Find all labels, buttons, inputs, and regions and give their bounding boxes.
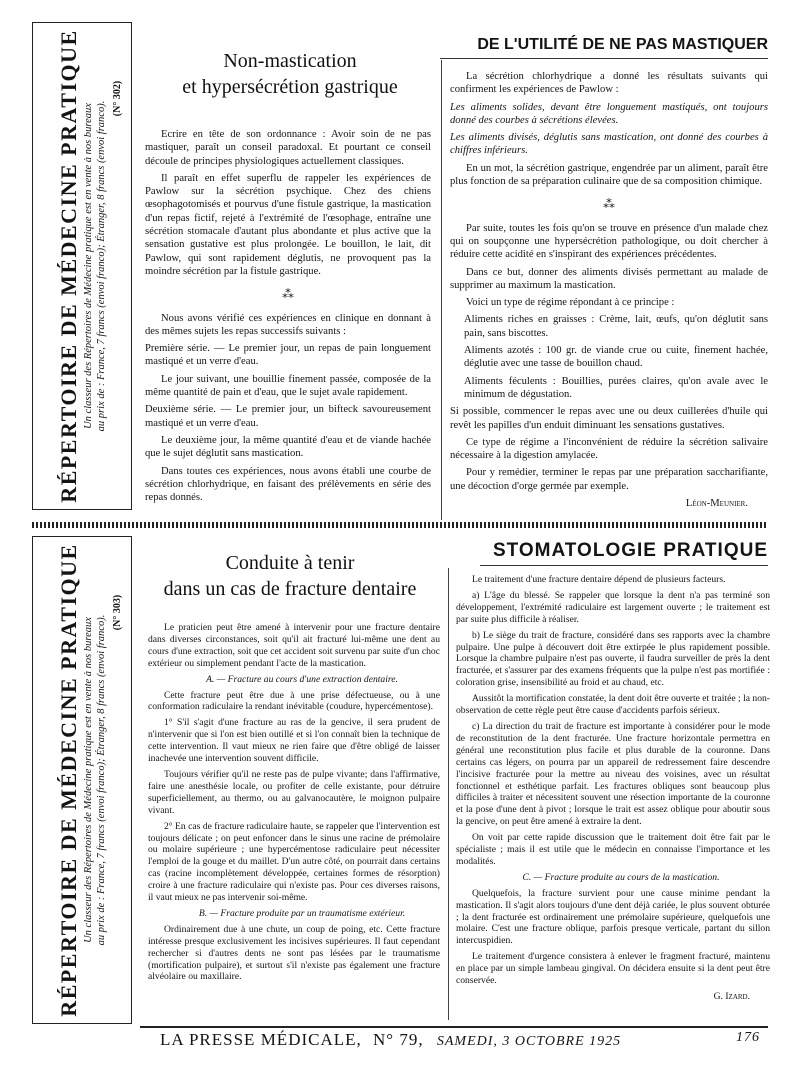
paragraph: a) L'âge du blessé. Se rappeler que lorsque la dent n'a pas terminé son développement, l'extrémité radiculaire est largement ouverte ; le traitement est par suite plus difficile à réaliser. [456, 589, 770, 625]
article-column-left [148, 622, 440, 987]
paragraph: Voici un type de régime répondant à ce principe : [466, 297, 675, 309]
page-divider [32, 522, 768, 528]
paragraph: Par suite, toutes les fois qu'on se trouve en présence d'un malade chez qui on soupçonne une hypersécrétion pathologique, ou doit chercher à réduire cette acidité en s'inspirant des expériences précédentes. [450, 222, 768, 261]
paragraph: Aussitôt la mortification constatée, la dent doit être ouverte et traitée ; la non-observation de cette règle peut être cause d'accidents parfois sérieux. [456, 693, 770, 717]
paragraph: Le traitement d'urgence consistera à enlever le fragment fracturé, maintenu en place par un simple lambeau gingival. On décidera ensuite si la dent peut être conservée. [456, 951, 770, 987]
section-title: STOMATOLOGIE PRATIQUE [492, 540, 768, 561]
paragraph: Dans ce but, donner des aliments divisés permettant au malade de supprimer au maximum la mastication. [450, 266, 768, 291]
paragraph: Pour y remédier, terminer le repas par une préparation saccharifiante, une décoction d'orge germée par exemple. [450, 467, 768, 492]
sidebar-top [32, 22, 132, 510]
article-column-right [450, 70, 768, 510]
paragraph: c) La direction du trait de fracture est importante à considérer pour le mode de reconstitution de la dent fracturée. Une fracture horizontale permettra en général une reconstitution plus facile et plus durable de la couronne. Dans certains cas légers, on pourra par un appareil de redressement faire descendre l'incisive fracturée pour la mettre au niveau des voisines, avec un résultat fonctionnel et esthétique parfait. Les fractures obliques sont beaucoup plus difficiles à traiter et nécessitent souvent une résection importante de la couronne et la pose d'une dent à pivot ; lorsque le trait est assez oblique pour aboutir sous la gencive, on peut être amené à extraire la dent. [456, 720, 770, 828]
sidebar-line-2: au prix de : France, 7 francs (envoi franco); Étranger, 8 francs (envoi franco). [96, 100, 107, 432]
paragraph: Ce type de régime a l'inconvénient de réduire la sécrétion salivaire nécessaire à la digestion amylacée. [450, 436, 768, 462]
paragraph: Toujours vérifier qu'il ne reste pas de pulpe vivante; dans l'affirmative, faire une anesthésie locale, ou profiter de celle existante, pour détruire superficiellement, au thermo, ou au galvanocautère, le moignon pulpaire vivant. [148, 768, 440, 816]
paragraph: Première série. — Le premier jour, un repas de pain longuement mastiqué et un verre d'eau. [145, 343, 431, 368]
column-divider [441, 60, 442, 520]
section-underline [480, 565, 768, 566]
title-line-2: et hypersécrétion gastrique [182, 76, 398, 98]
paragraph: Nous avons vérifié ces expériences en clinique en donnant à des mêmes sujets les repas successifs suivants : [145, 312, 431, 337]
paragraph: On voit par cette rapide discussion que le traitement doit être fait par le spécialiste ; mais il est utile que le médecin en connaisse l'importance et les modalités. [456, 832, 770, 867]
paragraph: 2° En cas de fracture radiculaire haute, se rappeler que l'intervention est toujours délicate ; on peut enfoncer dans le sinus une racine de prémolaire ou molaire supérieure ; une hypercémentose radiculaire peut nécessiter l'emploi de la gouge et du maillet. D'un autre côté, on pourrait dans certains cas (racine incomplètement développée, certaines formes de résorption) croire à une fracture radiculaire qui n'existe pas. Pour ces diverses raisons, il vaut mieux ne pas intervenir soi-même. [148, 820, 440, 904]
title-line-2: dans un cas de fracture dentaire [163, 578, 417, 600]
paragraph: Les aliments divisés, déglutis sans mastication, ont donné des courbes à chiffres inférieurs. [450, 132, 768, 157]
section-title: DE L'UTILITÉ DE NE PAS MASTIQUER [477, 36, 768, 53]
paragraph: b) Le siège du trait de fracture, considéré dans ses rapports avec la chambre pulpaire. Une pulpe à découvert doit être extirpée le plus rapidement possible. Lorsque la chambre pulpaire n'est pas ouverte, il faudra surveiller de près la dent fracturée, et s'assurer par des examens fréquents que la pulpe n'est pas mortifiée : coloration grise, insensibilité au froid et au chaud, etc. [456, 629, 770, 689]
paragraph: La sécrétion chlorhydrique a donné les résultats suivants qui confirment les expériences de Pawlow : [450, 71, 768, 96]
paragraph: Ordinairement due à une chute, un coup de poing, etc. Cette fracture intéresse presque exclusivement les incisives supérieures. Il faut cependant rechercher si d'autres dents ne sont pas lésées par le traumatisme (mortification pulpaire), et surtout s'il n'existe pas également une fracture alvéolaire ou maxillaire. [148, 923, 440, 983]
paragraph: Le praticien peut être amené à intervenir pour une fracture dentaire dans diverses circonstances, soit qu'il ait fracturé lui-même une dent au cours d'une extraction, soit que cet accident soit survenu par suite d'un choc extérieur ou simplement pendant l'acte de la mastication. [148, 622, 440, 669]
sidebar-line-1: Un classeur des Répertoires de Médecine pratique est en vente à nos bureaux [83, 103, 94, 429]
paragraph: Aliments féculents : Bouillies, purées claires, qu'on avale avec le minimum de dégustation. [464, 375, 768, 400]
article-column-left [145, 128, 431, 508]
article-title [140, 48, 440, 100]
sidebar-line-2: au prix de : France, 7 francs (envoi franco); Étranger, 8 francs (envoi franco). [96, 614, 107, 946]
paragraph: Le deuxième jour, la même quantité d'eau et de viande hachée que le sujet déglutit sans mastication. [145, 434, 431, 460]
paragraph: Dans toutes ces expériences, nous avons établi une courbe de sécrétion chlorhydrique, en faisant des prélèvements en série des repas donnés. [145, 465, 431, 504]
section-underline [440, 58, 768, 59]
signature: Léon-Meunier. [685, 498, 748, 510]
column-divider [448, 568, 449, 1020]
sidebar-title: RÉPERTOIRE DE MÉDECINE PRATIQUE [56, 543, 81, 1017]
page-footer [160, 1030, 760, 1050]
issue-date: SAMEDI, 3 OCTOBRE 1925 [436, 1034, 622, 1049]
paragraph: Ecrire en tête de son ordonnance : Avoir soin de ne pas mastiquer, paraît un conseil paradoxal. Et pourtant ce conseil découle de principes physiologiques actuellement classiques. [145, 129, 431, 167]
paragraph: Quelquefois, la fracture survient pour une cause minime pendant la mastication. Il s'agit alors toujours d'une dent déjà cariée, le plus souvent obturée ; la dent fracturée est ordinairement une prémolaire supérieure, quelquefois une molaire. C'est une fracture oblique, parfois presque verticale, partant du sillon intercuspidien. [456, 887, 770, 947]
subheading: A. — Fracture au cours d'une extraction dentaire. [206, 673, 398, 685]
sidebar-number: (N° 303) [111, 594, 123, 631]
paragraph: 1° S'il s'agit d'une fracture au ras de la gencive, il sera prudent de n'intervenir que si l'on est bien outillé et si l'on connaît bien la technique de cette intervention. Il vaut mieux ne rien faire que d'être obligé de laisser inachevée une intervention souvent difficile. [148, 717, 440, 765]
article-column-right [456, 574, 770, 1003]
paragraph: Aliments azotés : 100 gr. de viande crue ou cuite, finement hachée, déglutie avec une tasse de bouillon chaud. [464, 345, 768, 370]
page-number: 176 [736, 1030, 760, 1045]
paragraph: Si possible, commencer le repas avec une ou deux cuillerées d'huile qui revêt les papilles d'un enduit diminuant les sensations gustatives. [450, 406, 768, 431]
paragraph: Le traitement d'une fracture dentaire dépend de plusieurs facteurs. [472, 574, 726, 585]
footer-rule [140, 1026, 768, 1028]
title-line-1: Conduite à tenir [225, 552, 355, 574]
paragraph: En un mot, la sécrétion gastrique, engendrée par un aliment, paraît être plus fonction de sa préparation culinaire que de sa composition chimique. [450, 162, 768, 188]
sidebar-title: RÉPERTOIRE DE MÉDECINE PRATIQUE [56, 29, 81, 503]
paragraph: Le jour suivant, une bouillie finement passée, composée de la même quantité de pain et d'eau, que le sujet avale rapidement. [145, 373, 431, 399]
issue-number: N° 79, [373, 1030, 424, 1049]
title-line-1: Non-mastication [223, 50, 357, 72]
paragraph: Il paraît en effet superflu de rappeler les expériences de Pawlow sur la sécrétion psychique. Chez des chiens œsophagotomisés et pourvus d'une fistule gastrique, la mastication d'un repas fictif, rejeté à l'extrémité de l'œsophage, entraîne une sécrétion stomacale d'autant plus abondante et plus active que la sensation gustative est plus prolongée. Le bouillon, le lait, dit Pawlow, qui sont rapidement déglutis, ne provoquent pas la moindre sécrétion par la fistule gastrique. [145, 172, 431, 277]
paragraph: Les aliments solides, devant être longuement mastiqués, ont toujours donné des courbes à sécrétions élevées. [450, 101, 768, 126]
subheading: C. — Fracture produite au cours de la mastication. [522, 871, 720, 883]
separator-stars: ⁂ [282, 287, 294, 302]
sidebar-line-1: Un classeur des Répertoires de Médecine pratique est en vente à nos bureaux [83, 617, 94, 943]
signature: G. Izard. [713, 991, 750, 1002]
paragraph: Deuxième série. — Le premier jour, un bifteck savoureusement mastiqué et un verre d'eau. [145, 404, 431, 429]
paragraph: Cette fracture peut être due à une prise défectueuse, ou à une conformation radiculaire la rendant inévitable (coudure, hypercémentose). [148, 689, 440, 713]
subheading: B. — Fracture produite par un traumatisme extérieur. [198, 907, 406, 919]
separator-stars: ⁂ [603, 197, 615, 212]
journal-name: LA PRESSE MÉDICALE, [160, 1030, 362, 1049]
paragraph: Aliments riches en graisses : Crème, lait, œufs, qu'on déglutit sans pain, sans biscottes. [464, 314, 768, 339]
article-title [140, 550, 440, 602]
sidebar-number: (N° 302) [111, 80, 123, 117]
sidebar-bottom [32, 536, 132, 1024]
